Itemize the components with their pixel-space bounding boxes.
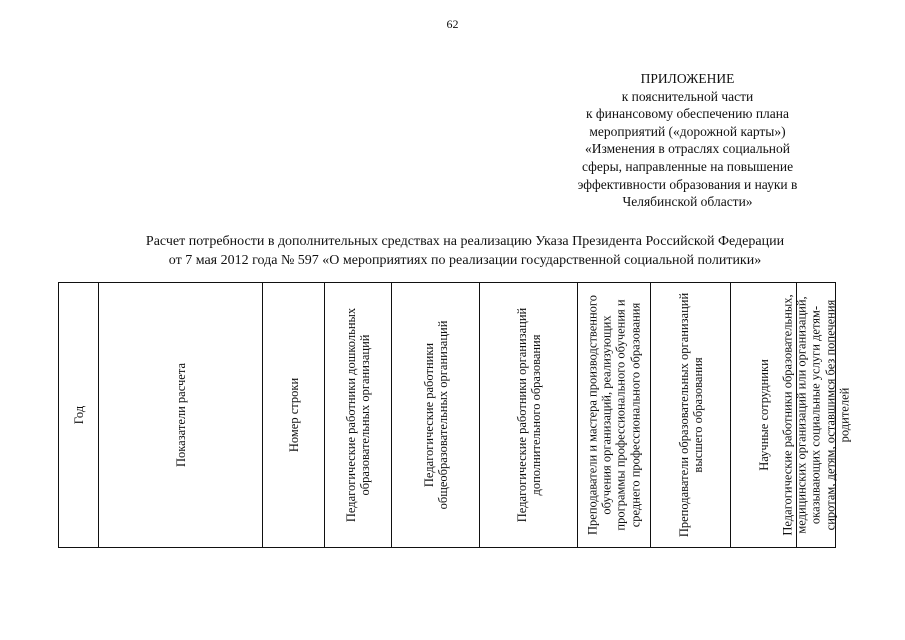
header-table — [58, 282, 852, 548]
column-header-line: Педагогические работники образовательных, — [780, 294, 795, 536]
appendix-line: мероприятий («дорожной карты») — [589, 123, 786, 139]
column-header-line: Преподаватели образовательных организаций — [676, 292, 691, 538]
column-header-line: дополнительного образования — [528, 334, 543, 496]
column-header-line: Показатели расчета — [173, 362, 188, 468]
column-row-number — [262, 283, 324, 547]
column-indicators — [98, 283, 262, 547]
column-orphan-care-staff — [780, 283, 852, 547]
column-header-text — [421, 287, 449, 543]
column-header-line: программы профессионального обучения и — [614, 299, 628, 531]
appendix-line: Челябинской области» — [622, 194, 753, 210]
column-header-line: медицинских организаций или организаций, — [794, 296, 809, 534]
column-header-line: Год — [71, 405, 86, 425]
column-header-line: общеобразовательных организаций — [435, 320, 450, 510]
column-header-line: сиротам, детям, оставшимся без попечения — [823, 299, 838, 531]
column-header-line: Педагогические работники — [421, 342, 436, 488]
column-vocational-teachers — [577, 283, 650, 547]
page-number: 62 — [446, 17, 459, 31]
appendix-line: к финансовому обеспечению плана — [585, 106, 790, 122]
column-header-text — [676, 287, 704, 543]
column-header-line: Преподаватели и мастера производственного — [585, 295, 600, 535]
document-title — [70, 232, 860, 270]
column-header-line: Научные сотрудники — [756, 359, 771, 471]
column-header-text — [780, 287, 851, 543]
column-header-line: оказывающих социальные услуги детям- — [808, 305, 823, 525]
column-year — [59, 283, 98, 547]
column-header-text — [173, 287, 187, 543]
column-preschool-staff — [324, 283, 391, 547]
appendix-line: сферы, направленные на повышение — [581, 158, 794, 174]
column-header-line: родителей — [837, 387, 852, 443]
document-title-line: от 7 мая 2012 года № 597 «О мероприятиях по реализации государственной социальной политики» — [168, 253, 762, 268]
column-header-line: высшего образования — [690, 357, 705, 473]
appendix-block — [545, 70, 830, 211]
column-header-text — [514, 287, 542, 543]
column-general-education-staff — [391, 283, 479, 547]
column-header-text — [344, 287, 372, 543]
column-header-line: образовательных организаций — [358, 334, 372, 496]
column-higher-education-teachers — [650, 283, 730, 547]
column-header-line: среднего профессионального образования — [628, 302, 643, 528]
column-additional-education-staff — [479, 283, 577, 547]
appendix-line: эффективности образования и науки в — [577, 176, 798, 192]
appendix-heading: ПРИЛОЖЕНИЕ — [640, 71, 735, 86]
column-header-line: Номер строки — [286, 377, 301, 453]
document-title-line: Расчет потребности в дополнительных средствах на реализацию Указа Президента Российской Федерации — [145, 234, 785, 249]
column-header-text — [586, 287, 643, 543]
column-header-line: Педагогические работники организаций — [514, 307, 529, 523]
column-header-line: обучения организаций, реализующих — [599, 315, 614, 515]
column-header-line: Педагогические работники дошкольных — [343, 307, 358, 523]
column-header-text — [71, 287, 85, 543]
column-header-text — [756, 287, 770, 543]
appendix-line: к пояснительной части — [621, 88, 754, 104]
column-header-text — [286, 287, 300, 543]
appendix-line: «Изменения в отраслях социальной — [584, 141, 790, 157]
